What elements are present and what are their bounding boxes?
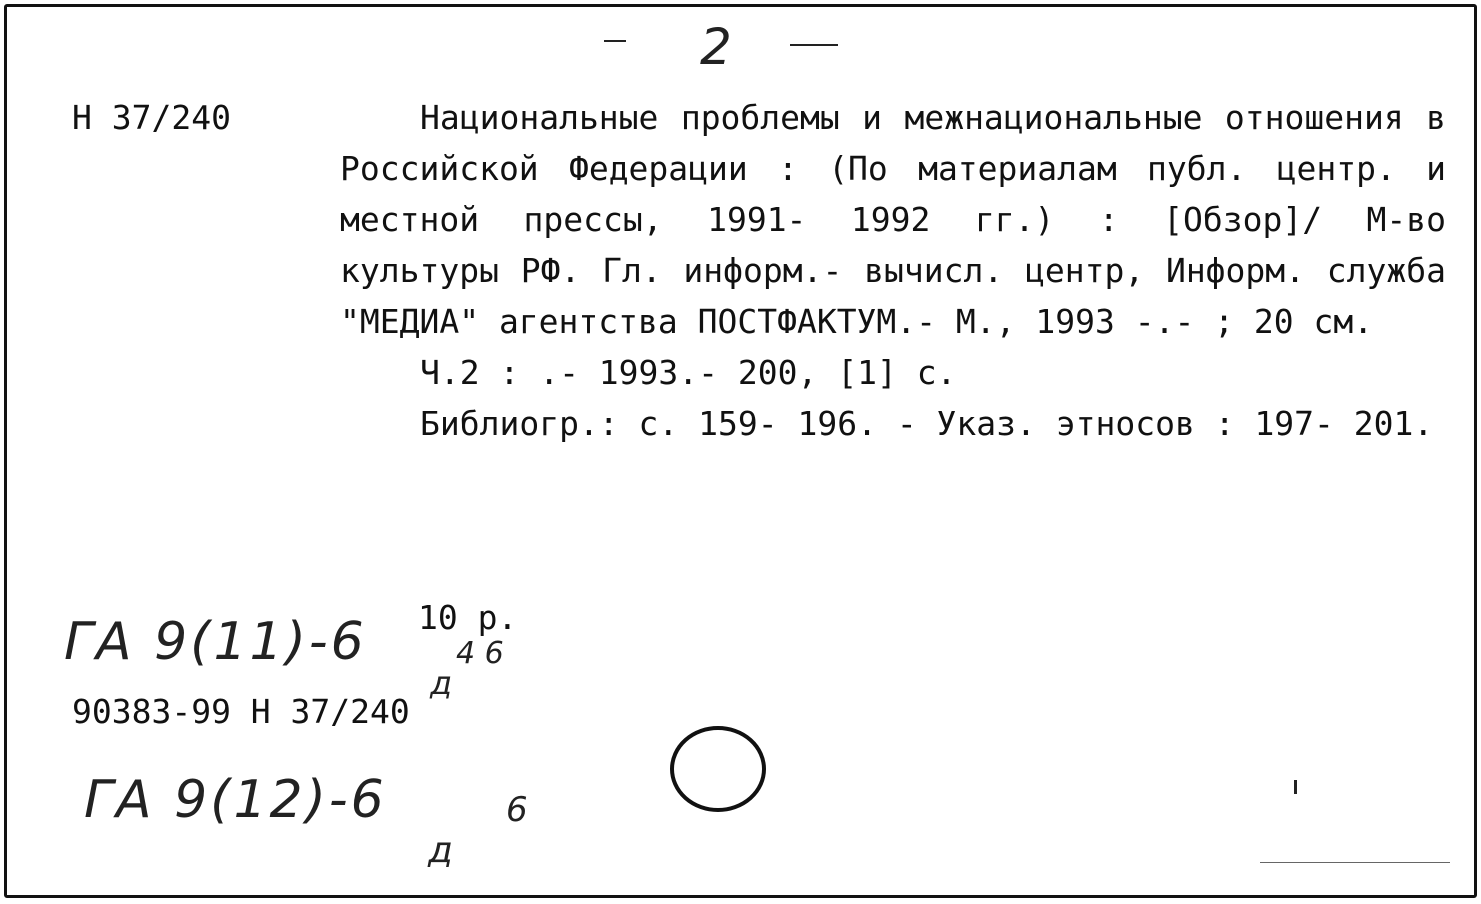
handwritten-shelf-mark-1: ГА 9(11)-6 (64, 612, 367, 672)
handwritten-page-number: 2 (700, 18, 734, 76)
entry-description: Национальные проблемы и межнациональные отношения в Российской Федерации : (По материалам публ. центр. и местной прессы, 1991- 1992 гг.) : [Обзор]/ М-во культуры РФ. Гл. информ.- вычисл. центр, Информ. служба "МЕДИА" агентства ПОСТФАКТУМ.- М., 1993 -.- ; 20 см. (340, 98, 1446, 341)
handwritten-shelf-mark-2-sub: д (428, 830, 453, 871)
pencil-speck (1294, 780, 1297, 794)
bibliographic-entry (340, 92, 1446, 449)
pencil-dash (604, 40, 626, 42)
handwritten-shelf-mark-2-sup: 6 (506, 790, 528, 830)
call-number: Н 37/240 (72, 98, 231, 137)
handwritten-shelf-mark-1-sub: д (430, 664, 453, 702)
pencil-dash (1260, 862, 1450, 863)
stamp-circle-icon (668, 724, 768, 814)
handwritten-shelf-mark-1-sup: 4 6 (456, 636, 504, 671)
price: 10 р. (418, 598, 518, 637)
entry-notes: Библиогр.: с. 159- 196. - Указ. этносов : 197- 201. (420, 404, 1434, 443)
handwritten-shelf-mark-2: ГА 9(12)-6 (84, 770, 387, 830)
pencil-dash (790, 44, 838, 46)
inventory-number: 90383-99 Н 37/240 (72, 692, 410, 731)
entry-part: Ч.2 : .- 1993.- 200, [1] с. (420, 353, 957, 392)
